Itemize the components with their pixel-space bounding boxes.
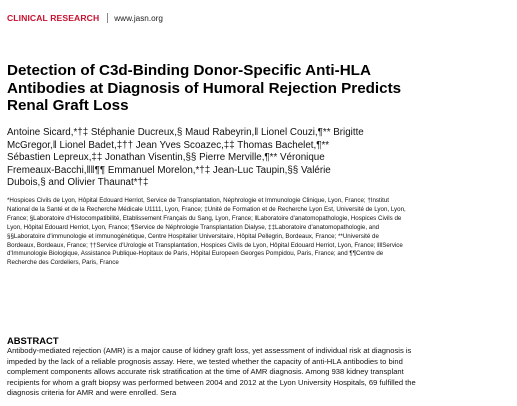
affiliations: *Hospices Civils de Lyon, Hôpital Edouard Herriot, Service de Transplantation, Néphrologie et Immunologie Clinique, Lyon, France; †Institut National de la Santé et de la Recherche Médicale U1111, Lyon, France; ‡Unité de Formation et de Recherche Lyon Est, Université de Lyon, Lyon, France; §Laboratoire d'Histocompatibilité, Etablissement Français du Sang, Lyon, France; ‖Laboratoire d'anatomopathologie, Hospices Civils de Lyon, Hôpital Edouard Herriot, Lyon, France; ¶Service de Néphrologie Transplantation Dialyse, ‡‡Laboratoire d'anatomopathologie, and §§Laboratoire d'immunologie et immunogénétique, Centre Hospitalier Universitaire, Hôpital Pellegrin, Bordeaux, France; **Université de Bordeaux, Bordeaux, France; ††Service d'Urologie et Transplantation, Hospices Civils de Lyon, Hôpital Edouard Herriot, Lyon, France; ‖‖Service d'Immunologie Biologique, Assistance Publique-Hopitaux de Paris, Hôpital Europeen Georges Pompidou, Paris, France; and ¶¶Centre de Recherche des Cordeliers, Paris, France: [7, 197, 406, 267]
journal-url[interactable]: www.jasn.org: [114, 13, 163, 23]
author-list: Antoine Sicard,*†‡ Stéphanie Ducreux,§ Maud Rabeyrin,‖ Lionel Couzi,¶** Brigitte McGregor,‖ Lionel Badet,‡†† Jean Yves Scoazec,‡‡ Thomas Bachelet,¶** Sébastien Lepreux,‡‡ Jonathan Visentin,§§ Pierre Merville,¶** Véronique Fremeaux-Bacchi,‖‖¶¶ Emmanuel Morelon,*†‡ Jean-Luc Taupin,§§ Valérie Dubois,§ and Olivier Thaunat*†‡: [7, 127, 364, 188]
abstract-heading: ABSTRACT: [7, 335, 59, 346]
section-label: CLINICAL RESEARCH: [7, 13, 100, 23]
abstract-text: Antibody-mediated rejection (AMR) is a major cause of kidney graft loss, yet assessment of individual risk at diagnosis is impeded by the lack of a reliable prognosis assay. Here, we tested whether the capacity of anti-HLA antibodies to bind complement components allows accurate risk stratification at the time of AMR diagnosis. Among 938 kidney transplant recipients for whom a graft biopsy was performed between 2004 and 2012 at the Lyon University Hospitals, 69 fulfilled the diagnosis criteria for AMR and were enrolled. Sera: [7, 346, 416, 398]
article-title: Detection of C3d-Binding Donor-Specific Anti-HLA Antibodies at Diagnosis of Humoral Rejection Predicts Renal Graft Loss: [7, 62, 402, 114]
header-divider: [107, 13, 108, 23]
page-header: [7, 13, 163, 23]
